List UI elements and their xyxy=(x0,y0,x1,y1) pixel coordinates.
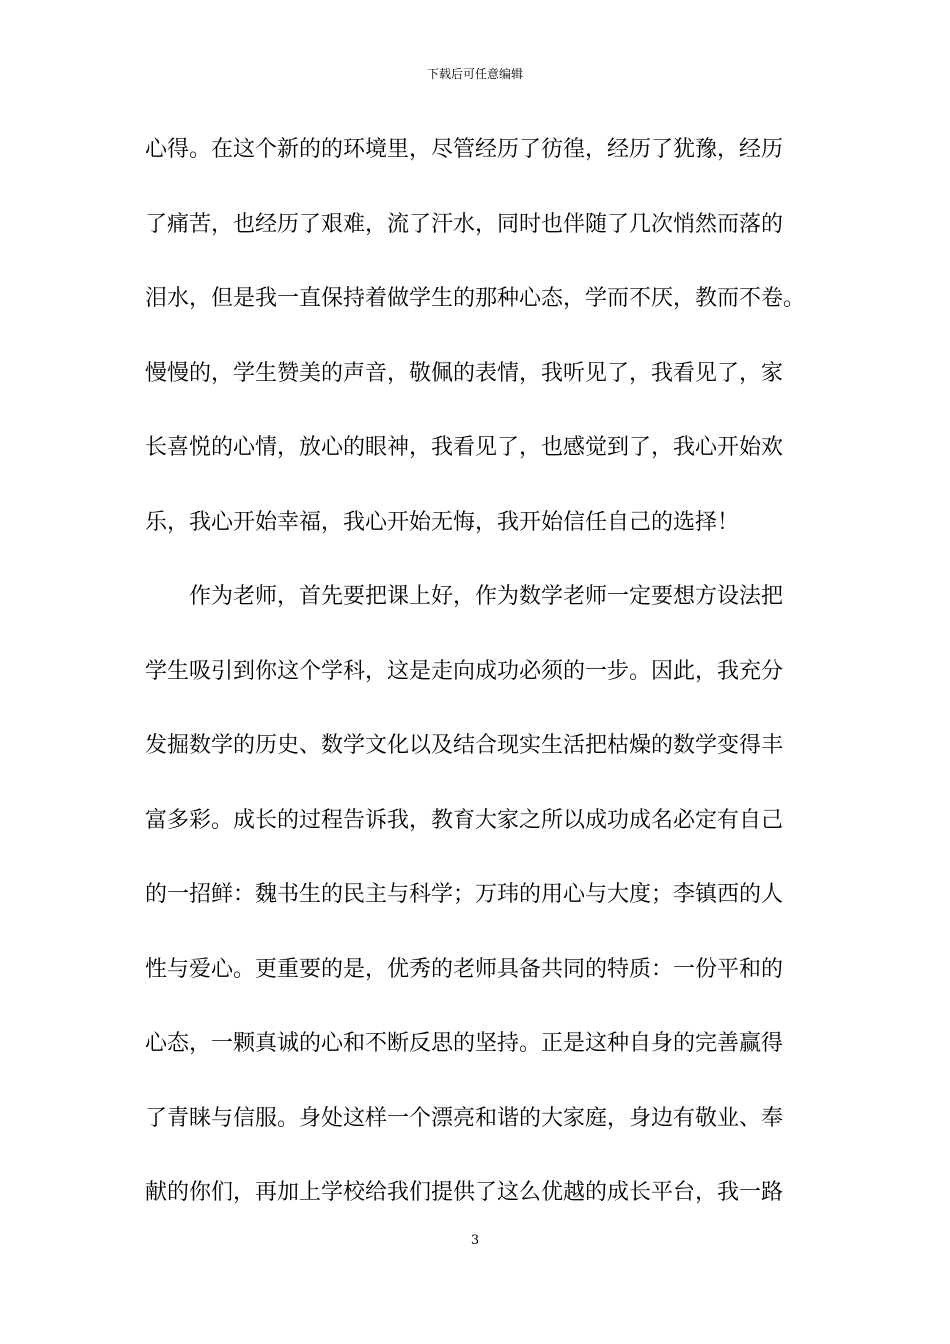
text-line: 发掘数学的历史、数学文化以及结合现实生活把枯燥的数学变得丰 xyxy=(145,733,784,758)
text-line: 长喜悦的心情，放心的眼神，我看见了，也感觉到了，我心开始欢 xyxy=(145,435,784,460)
text-line: 作为老师，首先要把课上好，作为数学老师一定要想方设法把 xyxy=(145,584,784,609)
text-line: 乐，我心开始幸福，我心开始无悔，我开始信任自己的选择！ xyxy=(145,510,740,535)
text-line: 献的你们，再加上学校给我们提供了这么优越的成长平台，我一路 xyxy=(145,1180,784,1205)
text-line: 心态，一颗真诚的心和不断反思的坚持。正是这种自身的完善赢得 xyxy=(145,1031,784,1056)
text-line: 富多彩。成长的过程告诉我，教育大家之所以成功成名必定有自己 xyxy=(145,808,784,833)
text-line: 了痛苦，也经历了艰难，流了汗水，同时也伴随了几次悄然而落的 xyxy=(145,212,784,237)
text-line: 泪水，但是我一直保持着做学生的那种心态，学而不厌，教而不卷。 xyxy=(145,286,806,311)
page-number: 3 xyxy=(470,1233,480,1248)
text-line: 了青睐与信服。身处这样一个漂亮和谐的大家庭，身边有敬业、奉 xyxy=(145,1106,784,1131)
text-line: 慢慢的，学生赞美的声音，敬佩的表情，我听见了，我看见了，家 xyxy=(145,361,784,386)
text-line: 的一招鲜：魏书生的民主与科学；万玮的用心与大度；李镇西的人 xyxy=(145,882,784,907)
text-line: 心得。在这个新的的环境里，尽管经历了彷徨，经历了犹豫，经历 xyxy=(145,137,784,162)
text-line: 性与爱心。更重要的是，优秀的老师具备共同的特质：一份平和的 xyxy=(145,957,784,982)
text-line: 学生吸引到你这个学科，这是走向成功必须的一步。因此，我充分 xyxy=(145,659,784,684)
page-header: 下载后可任意编辑 xyxy=(426,67,523,81)
